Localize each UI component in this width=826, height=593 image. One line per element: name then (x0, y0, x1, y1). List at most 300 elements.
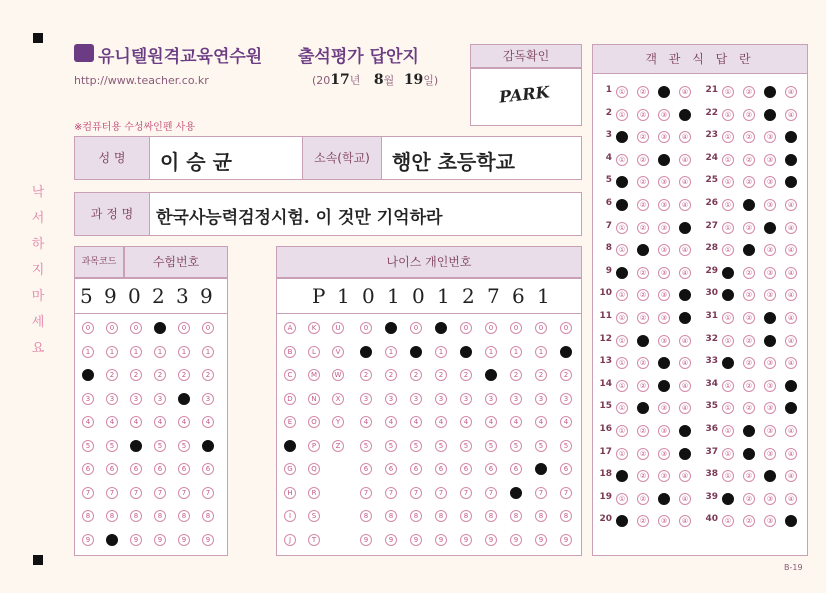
digit-bubble[interactable]: 2 (385, 369, 397, 381)
digit-bubble[interactable]: 0 (82, 322, 94, 334)
digit-bubble[interactable] (178, 393, 190, 405)
digit-bubble[interactable]: 8 (82, 510, 94, 522)
digit-bubble[interactable]: 9 (560, 534, 572, 546)
option-bubble[interactable]: ④ (679, 154, 691, 166)
digit-bubble[interactable] (202, 440, 214, 452)
digit-bubble[interactable]: 7 (360, 487, 372, 499)
letter-bubble[interactable]: T (308, 534, 320, 546)
option-bubble[interactable]: ② (743, 222, 755, 234)
option-bubble[interactable]: ③ (764, 176, 776, 188)
option-bubble[interactable]: ① (616, 109, 628, 121)
option-bubble[interactable]: ① (722, 176, 734, 188)
option-bubble[interactable] (658, 380, 670, 392)
option-bubble[interactable]: ③ (658, 425, 670, 437)
digit-bubble[interactable]: 8 (154, 510, 166, 522)
digit-bubble[interactable]: 1 (535, 346, 547, 358)
option-bubble[interactable]: ② (743, 312, 755, 324)
option-bubble[interactable]: ③ (764, 154, 776, 166)
option-bubble[interactable]: ② (743, 357, 755, 369)
option-bubble[interactable]: ① (616, 402, 628, 414)
letter-bubble[interactable]: Y (332, 416, 344, 428)
option-bubble[interactable]: ③ (764, 515, 776, 527)
letter-bubble[interactable]: S (308, 510, 320, 522)
option-bubble[interactable]: ④ (785, 267, 797, 279)
digit-bubble[interactable]: 2 (360, 369, 372, 381)
option-bubble[interactable]: ② (637, 199, 649, 211)
digit-bubble[interactable] (385, 322, 397, 334)
option-bubble[interactable]: ② (743, 109, 755, 121)
digit-bubble[interactable]: 0 (106, 322, 118, 334)
option-bubble[interactable]: ① (616, 448, 628, 460)
option-bubble[interactable]: ② (743, 176, 755, 188)
digit-bubble[interactable]: 8 (485, 510, 497, 522)
option-bubble[interactable]: ③ (658, 289, 670, 301)
option-bubble[interactable]: ① (722, 425, 734, 437)
option-bubble[interactable]: ③ (658, 470, 670, 482)
option-bubble[interactable]: ④ (679, 199, 691, 211)
digit-bubble[interactable]: 5 (485, 440, 497, 452)
option-bubble[interactable]: ① (722, 109, 734, 121)
option-bubble[interactable]: ① (722, 448, 734, 460)
option-bubble[interactable]: ② (637, 448, 649, 460)
digit-bubble[interactable]: 6 (435, 463, 447, 475)
option-bubble[interactable]: ④ (785, 289, 797, 301)
option-bubble[interactable]: ② (637, 222, 649, 234)
digit-bubble[interactable]: 3 (154, 393, 166, 405)
option-bubble[interactable]: ② (637, 154, 649, 166)
digit-bubble[interactable]: 9 (202, 534, 214, 546)
digit-bubble[interactable]: 8 (535, 510, 547, 522)
digit-bubble[interactable]: 0 (360, 322, 372, 334)
digit-bubble[interactable]: 2 (460, 369, 472, 381)
digit-bubble[interactable]: 6 (202, 463, 214, 475)
digit-bubble[interactable]: 5 (410, 440, 422, 452)
option-bubble[interactable]: ② (743, 402, 755, 414)
digit-bubble[interactable]: 3 (435, 393, 447, 405)
letter-bubble[interactable]: O (308, 416, 320, 428)
digit-bubble[interactable]: 7 (130, 487, 142, 499)
digit-bubble[interactable]: 7 (485, 487, 497, 499)
digit-bubble[interactable]: 2 (130, 369, 142, 381)
letter-bubble[interactable]: P (308, 440, 320, 452)
digit-bubble[interactable]: 4 (535, 416, 547, 428)
option-bubble[interactable] (743, 199, 755, 211)
option-bubble[interactable]: ② (637, 109, 649, 121)
option-bubble[interactable]: ① (722, 199, 734, 211)
letter-bubble[interactable]: J (284, 534, 296, 546)
option-bubble[interactable]: ② (743, 289, 755, 301)
option-bubble[interactable]: ① (616, 86, 628, 98)
digit-bubble[interactable]: 8 (178, 510, 190, 522)
option-bubble[interactable]: ④ (785, 493, 797, 505)
digit-bubble[interactable]: 5 (510, 440, 522, 452)
digit-bubble[interactable]: 3 (385, 393, 397, 405)
option-bubble[interactable]: ① (722, 515, 734, 527)
option-bubble[interactable] (722, 493, 734, 505)
digit-bubble[interactable]: 2 (560, 369, 572, 381)
option-bubble[interactable] (764, 109, 776, 121)
option-bubble[interactable]: ② (743, 86, 755, 98)
digit-bubble[interactable] (154, 322, 166, 334)
digit-bubble[interactable]: 6 (485, 463, 497, 475)
letter-bubble[interactable]: E (284, 416, 296, 428)
option-bubble[interactable] (764, 86, 776, 98)
option-bubble[interactable]: ② (637, 131, 649, 143)
option-bubble[interactable]: ② (743, 493, 755, 505)
option-bubble[interactable]: ② (637, 470, 649, 482)
letter-bubble[interactable]: G (284, 463, 296, 475)
digit-bubble[interactable]: 6 (178, 463, 190, 475)
digit-bubble[interactable]: 7 (410, 487, 422, 499)
letter-bubble[interactable]: R (308, 487, 320, 499)
letter-bubble[interactable]: W (332, 369, 344, 381)
digit-bubble[interactable]: 1 (385, 346, 397, 358)
option-bubble[interactable]: ④ (785, 222, 797, 234)
option-bubble[interactable]: ③ (764, 199, 776, 211)
digit-bubble[interactable]: 8 (560, 510, 572, 522)
digit-bubble[interactable]: 5 (385, 440, 397, 452)
digit-bubble[interactable]: 6 (106, 463, 118, 475)
option-bubble[interactable] (616, 267, 628, 279)
option-bubble[interactable]: ④ (679, 402, 691, 414)
option-bubble[interactable] (785, 380, 797, 392)
option-bubble[interactable] (679, 425, 691, 437)
option-bubble[interactable]: ③ (658, 244, 670, 256)
digit-bubble[interactable]: 4 (560, 416, 572, 428)
digit-bubble[interactable]: 0 (535, 322, 547, 334)
digit-bubble[interactable]: 4 (460, 416, 472, 428)
digit-bubble[interactable]: 7 (435, 487, 447, 499)
digit-bubble[interactable]: 6 (154, 463, 166, 475)
letter-bubble[interactable]: L (308, 346, 320, 358)
option-bubble[interactable]: ③ (658, 448, 670, 460)
digit-bubble[interactable]: 4 (385, 416, 397, 428)
digit-bubble[interactable]: 2 (202, 369, 214, 381)
digit-bubble[interactable]: 6 (82, 463, 94, 475)
option-bubble[interactable] (764, 335, 776, 347)
digit-bubble[interactable]: 3 (485, 393, 497, 405)
option-bubble[interactable]: ④ (679, 131, 691, 143)
option-bubble[interactable]: ② (637, 515, 649, 527)
digit-bubble[interactable]: 6 (130, 463, 142, 475)
option-bubble[interactable]: ① (722, 335, 734, 347)
option-bubble[interactable]: ② (637, 493, 649, 505)
digit-bubble[interactable]: 7 (106, 487, 118, 499)
digit-bubble[interactable] (485, 369, 497, 381)
option-bubble[interactable]: ① (616, 493, 628, 505)
digit-bubble[interactable]: 3 (460, 393, 472, 405)
option-bubble[interactable] (743, 448, 755, 460)
digit-bubble[interactable]: 4 (154, 416, 166, 428)
option-bubble[interactable]: ① (616, 380, 628, 392)
digit-bubble[interactable]: 7 (202, 487, 214, 499)
option-bubble[interactable]: ① (722, 470, 734, 482)
digit-bubble[interactable]: 4 (485, 416, 497, 428)
option-bubble[interactable] (764, 312, 776, 324)
digit-bubble[interactable]: 7 (535, 487, 547, 499)
digit-bubble[interactable]: 5 (154, 440, 166, 452)
digit-bubble[interactable]: 3 (360, 393, 372, 405)
option-bubble[interactable]: ③ (764, 425, 776, 437)
option-bubble[interactable] (658, 86, 670, 98)
option-bubble[interactable]: ① (722, 131, 734, 143)
option-bubble[interactable]: ② (637, 176, 649, 188)
letter-bubble[interactable]: M (308, 369, 320, 381)
option-bubble[interactable]: ③ (764, 357, 776, 369)
option-bubble[interactable]: ② (637, 312, 649, 324)
option-bubble[interactable]: ④ (785, 199, 797, 211)
option-bubble[interactable] (743, 425, 755, 437)
option-bubble[interactable] (679, 109, 691, 121)
digit-bubble[interactable]: 9 (410, 534, 422, 546)
digit-bubble[interactable]: 4 (106, 416, 118, 428)
option-bubble[interactable]: ③ (764, 244, 776, 256)
option-bubble[interactable]: ③ (658, 402, 670, 414)
digit-bubble[interactable]: 6 (410, 463, 422, 475)
letter-bubble[interactable] (284, 440, 296, 452)
option-bubble[interactable]: ③ (764, 493, 776, 505)
option-bubble[interactable]: ④ (785, 335, 797, 347)
option-bubble[interactable]: ③ (764, 289, 776, 301)
digit-bubble[interactable]: 4 (202, 416, 214, 428)
option-bubble[interactable]: ③ (658, 131, 670, 143)
letter-bubble[interactable]: H (284, 487, 296, 499)
letter-bubble[interactable]: B (284, 346, 296, 358)
digit-bubble[interactable]: 6 (510, 463, 522, 475)
option-bubble[interactable]: ① (616, 357, 628, 369)
digit-bubble[interactable]: 0 (460, 322, 472, 334)
option-bubble[interactable]: ④ (785, 312, 797, 324)
option-bubble[interactable]: ③ (658, 109, 670, 121)
digit-bubble[interactable]: 6 (560, 463, 572, 475)
option-bubble[interactable]: ④ (785, 244, 797, 256)
digit-bubble[interactable]: 4 (130, 416, 142, 428)
option-bubble[interactable]: ① (616, 312, 628, 324)
option-bubble[interactable]: ④ (679, 470, 691, 482)
option-bubble[interactable]: ④ (679, 86, 691, 98)
digit-bubble[interactable]: 9 (460, 534, 472, 546)
digit-bubble[interactable]: 5 (460, 440, 472, 452)
digit-bubble[interactable]: 0 (485, 322, 497, 334)
digit-bubble[interactable]: 9 (178, 534, 190, 546)
letter-bubble[interactable]: A (284, 322, 296, 334)
digit-bubble[interactable]: 0 (560, 322, 572, 334)
option-bubble[interactable]: ③ (658, 176, 670, 188)
option-bubble[interactable]: ④ (679, 176, 691, 188)
option-bubble[interactable]: ① (722, 312, 734, 324)
option-bubble[interactable] (658, 493, 670, 505)
digit-bubble[interactable]: 3 (130, 393, 142, 405)
digit-bubble[interactable]: 8 (385, 510, 397, 522)
option-bubble[interactable]: ① (616, 289, 628, 301)
option-bubble[interactable]: ② (637, 86, 649, 98)
digit-bubble[interactable]: 1 (485, 346, 497, 358)
digit-bubble[interactable]: 1 (202, 346, 214, 358)
option-bubble[interactable]: ④ (785, 109, 797, 121)
digit-bubble[interactable] (435, 322, 447, 334)
digit-bubble[interactable] (360, 346, 372, 358)
digit-bubble[interactable]: 7 (82, 487, 94, 499)
digit-bubble[interactable]: 2 (510, 369, 522, 381)
letter-bubble[interactable]: Z (332, 440, 344, 452)
option-bubble[interactable]: ③ (658, 515, 670, 527)
digit-bubble[interactable]: 9 (82, 534, 94, 546)
digit-bubble[interactable]: 7 (385, 487, 397, 499)
option-bubble[interactable]: ① (616, 244, 628, 256)
option-bubble[interactable]: ① (616, 154, 628, 166)
digit-bubble[interactable]: 1 (154, 346, 166, 358)
digit-bubble[interactable]: 7 (460, 487, 472, 499)
option-bubble[interactable]: ① (722, 86, 734, 98)
option-bubble[interactable]: ④ (785, 357, 797, 369)
option-bubble[interactable]: ② (743, 515, 755, 527)
digit-bubble[interactable]: 2 (154, 369, 166, 381)
digit-bubble[interactable]: 4 (360, 416, 372, 428)
digit-bubble[interactable]: 6 (460, 463, 472, 475)
digit-bubble[interactable]: 5 (560, 440, 572, 452)
digit-bubble[interactable]: 8 (202, 510, 214, 522)
digit-bubble[interactable]: 6 (385, 463, 397, 475)
digit-bubble[interactable]: 8 (435, 510, 447, 522)
digit-bubble[interactable]: 3 (410, 393, 422, 405)
option-bubble[interactable]: ④ (785, 86, 797, 98)
option-bubble[interactable]: ④ (785, 470, 797, 482)
digit-bubble[interactable]: 8 (410, 510, 422, 522)
digit-bubble[interactable]: 8 (510, 510, 522, 522)
digit-bubble[interactable]: 4 (435, 416, 447, 428)
option-bubble[interactable]: ① (616, 335, 628, 347)
option-bubble[interactable] (679, 222, 691, 234)
option-bubble[interactable] (637, 335, 649, 347)
digit-bubble[interactable]: 7 (560, 487, 572, 499)
digit-bubble[interactable]: 7 (178, 487, 190, 499)
option-bubble[interactable] (764, 222, 776, 234)
option-bubble[interactable]: ③ (658, 199, 670, 211)
digit-bubble[interactable] (106, 534, 118, 546)
option-bubble[interactable]: ① (616, 222, 628, 234)
letter-bubble[interactable]: V (332, 346, 344, 358)
digit-bubble[interactable]: 9 (510, 534, 522, 546)
option-bubble[interactable]: ③ (764, 402, 776, 414)
option-bubble[interactable] (658, 154, 670, 166)
digit-bubble[interactable]: 9 (385, 534, 397, 546)
digit-bubble[interactable]: 9 (130, 534, 142, 546)
digit-bubble[interactable]: 4 (510, 416, 522, 428)
option-bubble[interactable]: ③ (658, 267, 670, 279)
digit-bubble[interactable] (82, 369, 94, 381)
digit-bubble[interactable]: 7 (154, 487, 166, 499)
option-bubble[interactable]: ② (637, 357, 649, 369)
option-bubble[interactable]: ④ (679, 493, 691, 505)
digit-bubble[interactable]: 1 (178, 346, 190, 358)
option-bubble[interactable]: ④ (679, 515, 691, 527)
digit-bubble[interactable]: 3 (106, 393, 118, 405)
digit-bubble[interactable]: 3 (510, 393, 522, 405)
option-bubble[interactable]: ③ (764, 267, 776, 279)
digit-bubble[interactable] (460, 346, 472, 358)
digit-bubble[interactable]: 1 (82, 346, 94, 358)
option-bubble[interactable]: ② (743, 335, 755, 347)
digit-bubble[interactable]: 2 (410, 369, 422, 381)
option-bubble[interactable]: ② (637, 425, 649, 437)
digit-bubble[interactable]: 5 (535, 440, 547, 452)
digit-bubble[interactable] (410, 346, 422, 358)
option-bubble[interactable]: ① (722, 244, 734, 256)
letter-bubble[interactable]: C (284, 369, 296, 381)
option-bubble[interactable]: ① (722, 154, 734, 166)
option-bubble[interactable]: ② (637, 289, 649, 301)
letter-bubble[interactable]: U (332, 322, 344, 334)
option-bubble[interactable]: ② (637, 267, 649, 279)
digit-bubble[interactable]: 1 (130, 346, 142, 358)
digit-bubble[interactable]: 9 (535, 534, 547, 546)
digit-bubble[interactable] (560, 346, 572, 358)
letter-bubble[interactable]: D (284, 393, 296, 405)
digit-bubble[interactable]: 8 (460, 510, 472, 522)
option-bubble[interactable]: ④ (785, 425, 797, 437)
digit-bubble[interactable]: 0 (510, 322, 522, 334)
option-bubble[interactable]: ② (743, 267, 755, 279)
option-bubble[interactable]: ① (722, 380, 734, 392)
digit-bubble[interactable]: 1 (106, 346, 118, 358)
digit-bubble[interactable]: 5 (82, 440, 94, 452)
option-bubble[interactable] (679, 312, 691, 324)
digit-bubble[interactable]: 1 (510, 346, 522, 358)
option-bubble[interactable]: ③ (658, 222, 670, 234)
option-bubble[interactable]: ④ (679, 244, 691, 256)
option-bubble[interactable]: ④ (679, 267, 691, 279)
digit-bubble[interactable]: 4 (82, 416, 94, 428)
digit-bubble[interactable] (510, 487, 522, 499)
digit-bubble[interactable]: 2 (178, 369, 190, 381)
option-bubble[interactable]: ② (743, 380, 755, 392)
digit-bubble[interactable]: 3 (535, 393, 547, 405)
option-bubble[interactable]: ② (743, 154, 755, 166)
option-bubble[interactable]: ③ (764, 448, 776, 460)
option-bubble[interactable]: ④ (679, 335, 691, 347)
digit-bubble[interactable]: 5 (435, 440, 447, 452)
digit-bubble[interactable]: 0 (130, 322, 142, 334)
digit-bubble[interactable]: 5 (360, 440, 372, 452)
option-bubble[interactable]: ② (743, 131, 755, 143)
option-bubble[interactable]: ④ (679, 380, 691, 392)
digit-bubble[interactable]: 9 (360, 534, 372, 546)
digit-bubble[interactable]: 2 (106, 369, 118, 381)
option-bubble[interactable]: ② (637, 380, 649, 392)
digit-bubble[interactable] (535, 463, 547, 475)
digit-bubble[interactable]: 0 (202, 322, 214, 334)
option-bubble[interactable]: ④ (785, 448, 797, 460)
digit-bubble[interactable]: 8 (106, 510, 118, 522)
digit-bubble[interactable]: 3 (82, 393, 94, 405)
digit-bubble[interactable]: 3 (202, 393, 214, 405)
option-bubble[interactable] (722, 267, 734, 279)
digit-bubble[interactable]: 2 (435, 369, 447, 381)
letter-bubble[interactable]: K (308, 322, 320, 334)
digit-bubble[interactable]: 8 (360, 510, 372, 522)
option-bubble[interactable]: ③ (764, 131, 776, 143)
option-bubble[interactable]: ② (743, 470, 755, 482)
option-bubble[interactable] (785, 154, 797, 166)
letter-bubble[interactable]: N (308, 393, 320, 405)
digit-bubble[interactable]: 5 (106, 440, 118, 452)
digit-bubble[interactable]: 1 (435, 346, 447, 358)
digit-bubble[interactable]: 8 (130, 510, 142, 522)
digit-bubble[interactable]: 0 (410, 322, 422, 334)
digit-bubble[interactable] (130, 440, 142, 452)
option-bubble[interactable]: ③ (658, 312, 670, 324)
option-bubble[interactable]: ① (616, 425, 628, 437)
